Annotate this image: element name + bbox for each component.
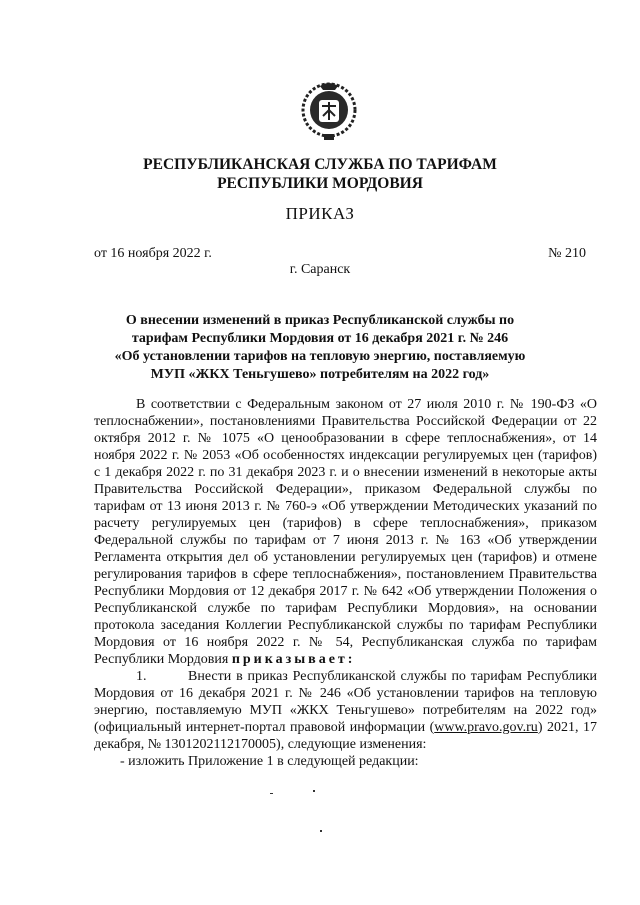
org-line-2: РЕСПУБЛИКИ МОРДОВИЯ [217,175,423,192]
coat-of-arms-icon [300,80,358,142]
scan-speck [313,790,315,792]
document-city: г. Саранск [289,262,351,277]
subject-line-3: «Об установлении тарифов на тепловую энергию, поставляемую [114,349,526,364]
document-number: № 210 [548,246,586,261]
scan-speck [270,793,273,794]
scan-speck [320,830,322,832]
dash-item: - изложить Приложение 1 в следующей редакции: [120,754,419,769]
org-line-1: РЕСПУБЛИКАНСКАЯ СЛУЖБА ПО ТАРИФАМ [143,156,497,173]
organization-name [0,155,640,193]
preamble-paragraph [94,396,597,668]
pravo-link[interactable]: www.pravo.gov.ru [434,720,538,735]
item-1-text-a: Внести в приказ Республиканской службы по тарифам Республики Мордовия от 16 декабря 2021 г. № 246 «Об установлении тарифов на тепловую энергию, поставляемую МУП «ЖКХ Теньгушево» потребителям на 2022 год» (официальный интернет-портал правовой информации ( [94,669,597,735]
subject-line-4: МУП «ЖКХ Теньгушево» потребителям на 2022 год» [150,367,490,382]
document-body [94,396,597,770]
document-type: ПРИКАЗ [285,204,355,223]
item-1-number: 1. [136,669,147,684]
subject-line-1: О внесении изменений в приказ Республиканской службы по [125,313,515,328]
item-1-text-b: ) 2021, 17 декабря, № 1301202112170005), следующие изменения: [94,720,597,752]
preamble-text: В соответствии с Федеральным законом от 27 июля 2010 г. № 190-ФЗ «О теплоснабжении», постановлениями Правительства Российской Федерации от 22 октября 2012 г. № 1075 «О ценообразовании в сфере теплоснабжения», от 14 ноября 2022 г. № 2053 «Об особенностях индексации регулируемых цен (тарифов) с 1 декабря 2022 г. по 31 декабря 2023 г. и о внесении изменений в некоторые акты Правительства Российской Федерации», приказом Федеральной службы по тарифам от 13 июня 2013 г. № 760-э «Об утверждении Методических указаний по расчету регулируемых цен (тарифов) в сфере теплоснабжения», приказом Федеральной службы по тарифам от 7 июня 2013 г. № 163 «Об утверждении Регламента открытия дел об установлении регулируемых цен (тарифов) и отмене регулирования тарифов в сфере теплоснабжения», постановлением Правительства Республики Мордовия от 12 декабря 2017 г. № 642 «Об утверждении Положения о Республиканской службе по тарифам Республики Мордовия», на основании протокола заседания Коллегии Республиканской службы по тарифам Республики Мордовия от 16 ноября 2022 г. № 54, Республиканская служба по тарифам Республики Мордовия [94,397,597,667]
orders-word: приказывает: [231,652,356,667]
document-subject [0,312,640,384]
document-date: от 16 ноября 2022 г. [94,246,212,261]
item-1-paragraph [94,668,597,753]
subject-line-2: тарифам Республики Мордовия от 16 декабря 2021 г. № 246 [131,331,509,346]
